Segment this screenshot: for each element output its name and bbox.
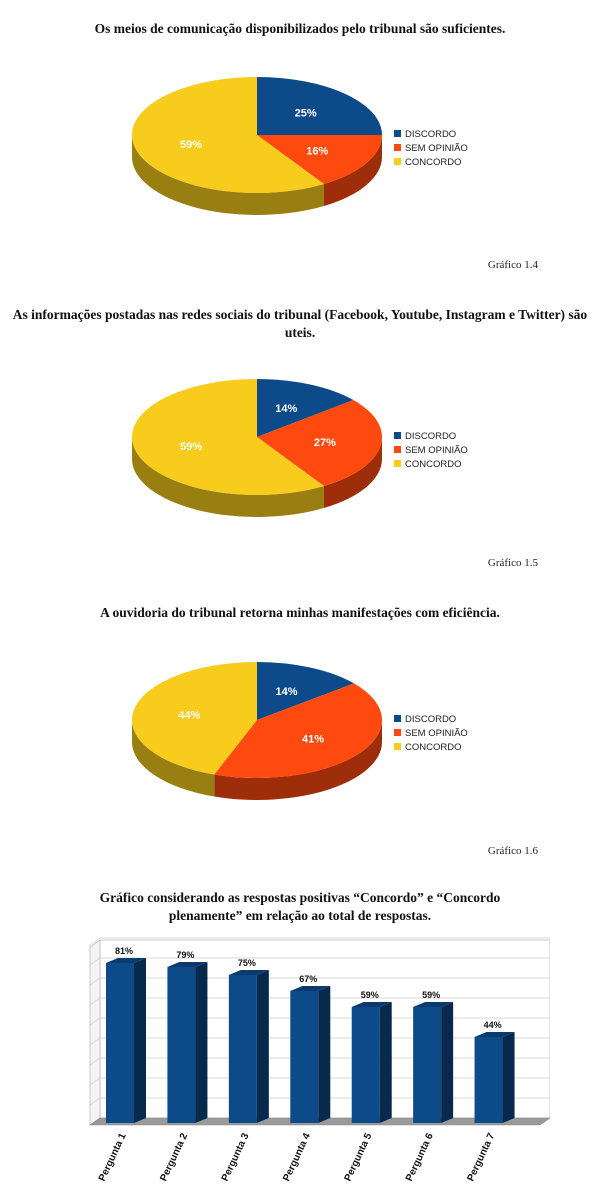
legend-label: CONCORDO	[405, 157, 462, 168]
bar-side	[195, 962, 207, 1123]
bar-value-label: 59%	[360, 990, 379, 1000]
chart-caption: Gráfico 1.6	[487, 845, 538, 857]
chart-title: A ouvidoria do tribunal retorna minhas manifestações com eficiência.	[100, 605, 500, 620]
pie-value-label: 27%	[313, 436, 336, 449]
legend-label: SEM OPINIÃO	[405, 445, 468, 456]
pie-value-label: 44%	[178, 709, 201, 722]
legend-swatch	[394, 158, 401, 165]
bar-side	[134, 958, 146, 1123]
bar-side	[380, 1002, 392, 1123]
chart-caption: Gráfico 1.5	[487, 557, 538, 569]
pie-chart	[110, 362, 490, 542]
legend-swatch	[394, 743, 401, 750]
legend-swatch	[394, 130, 401, 137]
pie-value-label: 14%	[275, 686, 298, 699]
category-label: Pergunta 5	[342, 1131, 375, 1184]
category-label: Pergunta 2	[158, 1131, 191, 1184]
pie-value-label: 59%	[179, 440, 202, 453]
legend-swatch	[394, 729, 401, 736]
bar	[413, 1007, 441, 1123]
legend-swatch	[394, 432, 401, 439]
pie-value-label: 16%	[306, 145, 329, 158]
bar	[167, 967, 195, 1123]
bar-value-label: 67%	[299, 974, 318, 984]
plot-side-wall	[90, 940, 100, 1125]
pie-value-label: 41%	[301, 733, 325, 746]
legend-label: CONCORDO	[405, 742, 462, 753]
category-label: Pergunta 3	[219, 1131, 252, 1184]
bar-value-label: 75%	[237, 958, 256, 968]
bar-value-label: 81%	[114, 946, 134, 956]
legend-swatch	[394, 446, 401, 453]
category-label: Pergunta 4	[281, 1131, 314, 1184]
category-label: Pergunta 7	[465, 1131, 498, 1184]
legend-label: DISCORDO	[405, 431, 457, 442]
chart-title: As informações postadas nas redes sociais do tribunal (Facebook, Youtube, Instagram e Twitter) são uteis.	[12, 307, 588, 340]
legend-label: DISCORDO	[405, 129, 457, 140]
bar	[106, 963, 134, 1123]
bar-value-label: 44%	[483, 1020, 502, 1030]
bar	[475, 1037, 503, 1123]
chart-title: Gráfico considerando as respostas positivas “Concordo” e “Concordo plenamente” em relação ao total de respostas.	[99, 890, 501, 923]
bar	[290, 991, 318, 1123]
pie-value-label: 59%	[179, 138, 202, 151]
category-label: Pergunta 1	[96, 1131, 129, 1184]
pie-chart	[110, 60, 490, 240]
bar	[352, 1007, 380, 1123]
bar-side	[257, 970, 269, 1123]
bar-chart	[60, 935, 550, 1200]
bar-value-label: 79%	[176, 950, 195, 960]
legend-swatch	[394, 144, 401, 151]
legend-swatch	[394, 715, 401, 722]
pie-chart	[110, 645, 490, 825]
bar	[229, 975, 257, 1123]
chart-title: Os meios de comunicação disponibilizados pelo tribunal são suficientes.	[94, 21, 506, 36]
legend-swatch	[394, 460, 401, 467]
legend-label: CONCORDO	[405, 459, 462, 470]
bar-side	[441, 1002, 453, 1123]
pie-value-label: 25%	[294, 107, 317, 120]
category-label: Pergunta 6	[404, 1131, 436, 1184]
legend-label: SEM OPINIÃO	[405, 143, 468, 154]
pie-value-label: 14%	[275, 403, 298, 416]
bar-side	[318, 986, 330, 1123]
chart-caption: Gráfico 1.4	[487, 259, 538, 271]
pie-slice	[257, 77, 382, 135]
legend-label: SEM OPINIÃO	[405, 728, 468, 739]
bar-side	[503, 1032, 515, 1123]
legend-label: DISCORDO	[405, 714, 457, 725]
bar-value-label: 59%	[422, 990, 441, 1000]
